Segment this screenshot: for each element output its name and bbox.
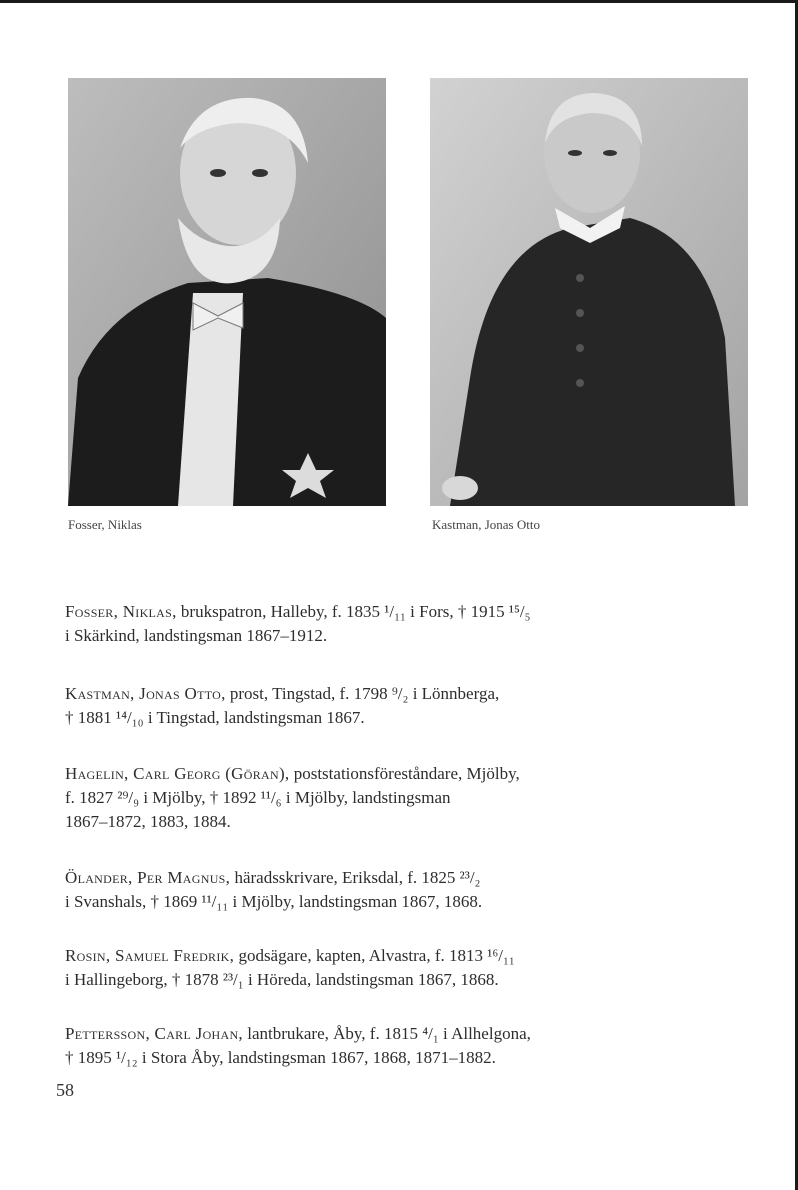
entry-text: godsägare, kapten, Alvastra, f. 1813 ¹⁶/₁₁ xyxy=(238,946,515,965)
entry-name: Pettersson, Carl Johan, xyxy=(65,1024,243,1043)
entry-text: † 1895 ¹/₁₂ i Stora Åby, landstingsman 1867, 1868, 1871–1882. xyxy=(65,1048,496,1067)
portrait-fosser-image xyxy=(68,78,386,506)
entry-text: i Svanshals, † 1869 ¹¹/₁₁ i Mjölby, landstingsman 1867, 1868. xyxy=(65,892,483,911)
entry-text: f. 1827 ²⁹/₉ i Mjölby, † 1892 ¹¹/₆ i Mjölby, landstingsman xyxy=(65,788,451,807)
portrait-kastman-image xyxy=(430,78,748,506)
entry-olander xyxy=(65,866,605,914)
entry-text: i Hallingeborg, † 1878 ²³/₁ i Höreda, landstingsman 1867, 1868. xyxy=(65,970,499,989)
entry-rosin xyxy=(65,944,605,992)
portrait-fosser xyxy=(68,78,386,506)
entry-name: Ölander, Per Magnus, xyxy=(65,868,231,887)
entry-text: 1867–1872, 1883, 1884. xyxy=(65,812,231,831)
entry-name: Fosser, Niklas, xyxy=(65,602,177,621)
entry-fosser xyxy=(65,600,605,648)
caption-kastman: Kastman, Jonas Otto xyxy=(432,517,540,532)
entry-text: i Skärkind, landstingsman 1867–1912. xyxy=(65,626,328,645)
entry-text: poststationsföreståndare, Mjölby, xyxy=(293,764,520,783)
entry-hagelin xyxy=(65,762,605,834)
entry-kastman xyxy=(65,682,605,730)
entry-pettersson xyxy=(65,1022,605,1070)
entry-text: brukspatron, Halleby, f. 1835 ¹/₁₁ i Fors, † 1915 ¹⁵/₅ xyxy=(180,602,531,621)
entry-text: lantbrukare, Åby, f. 1815 ⁴/₁ i Allhelgona, xyxy=(247,1024,531,1043)
page-number: 58 xyxy=(56,1080,74,1100)
entry-name: Kastman, Jonas Otto, xyxy=(65,684,226,703)
entry-name: Hagelin, Carl Georg (Göran), xyxy=(65,764,290,783)
entry-text: prost, Tingstad, f. 1798 ⁹/₂ i Lönnberga, xyxy=(229,684,500,703)
entry-text: † 1881 ¹⁴/₁₀ i Tingstad, landstingsman 1867. xyxy=(65,708,365,727)
entry-name: Rosin, Samuel Fredrik, xyxy=(65,946,235,965)
caption-fosser: Fosser, Niklas xyxy=(68,517,142,532)
portrait-kastman xyxy=(430,78,748,506)
page-top-edge xyxy=(0,0,798,3)
entry-text: häradsskrivare, Eriksdal, f. 1825 ²³/₂ xyxy=(234,868,481,887)
